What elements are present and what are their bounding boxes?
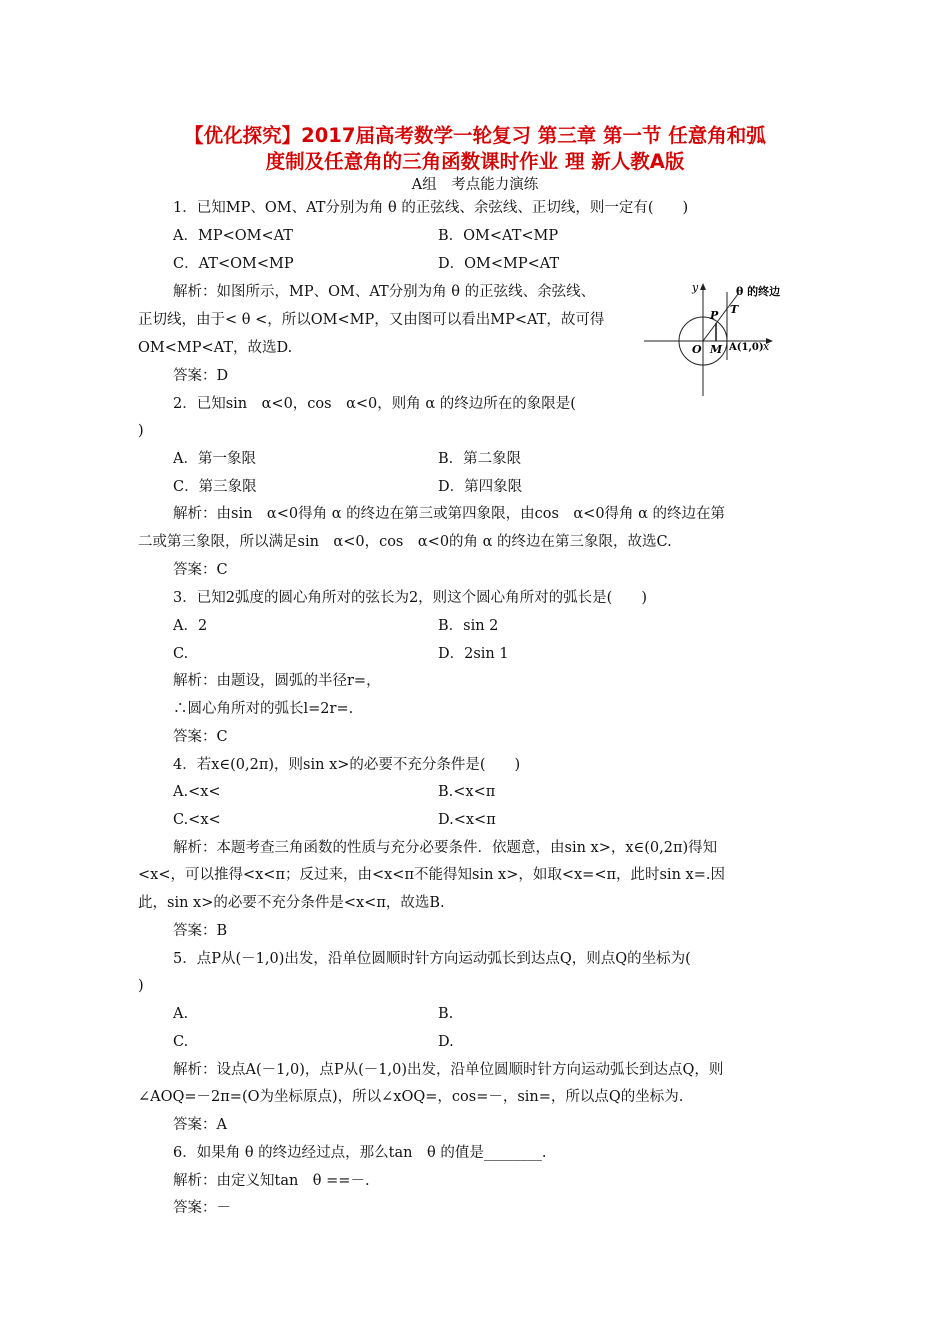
- q1-option-b: B．OM<AT<MP: [438, 228, 559, 244]
- label-x: x: [763, 340, 770, 353]
- q5-option-c: C.: [173, 1034, 189, 1050]
- q3-analysis-line-1: 解析：由题设，圆弧的半径r=，: [173, 673, 381, 689]
- q2-option-a: A．第一象限: [173, 451, 256, 467]
- title-line-2: 度制及任意角的三角函数课时作业 理 新人教A版: [265, 150, 685, 173]
- q3-option-a: A．2: [173, 618, 208, 634]
- q2-analysis-line-2: 二或第三象限，所以满足sin α<0，cos α<0的角 α 的终边在第三象限，故选C.: [138, 534, 672, 550]
- label-y: y: [692, 281, 699, 294]
- q2-answer: 答案：C: [173, 562, 228, 578]
- q2-stem-line-1: 2．已知sin α<0，cos α<0，则角 α 的终边所在的象限是(: [173, 396, 576, 412]
- label-terminal-side: θ 的终边: [736, 285, 780, 298]
- document-title: [120, 123, 830, 175]
- q3-stem: 3．已知2弧度的圆心角所对的弦长为2，则这个圆心角所对的弧长是( ): [173, 590, 647, 606]
- q4-stem: 4．若x∈(0,2π)，则sin x>的必要不充分条件是( ): [173, 757, 521, 773]
- q1-option-d: D．OM<MP<AT: [438, 256, 560, 272]
- q5-analysis-line-2: ∠AOQ=－2π=(O为坐标原点)，所以∠xOQ=，cos=－，sin=，所以点Q的坐标为.: [138, 1089, 684, 1105]
- q2-option-d: D．第四象限: [438, 479, 523, 495]
- group-heading: A组 考点能力演练: [411, 177, 539, 193]
- label-o: O: [692, 343, 702, 356]
- q1-stem: 1．已知MP、OM、AT分别为角 θ 的正弦线、余弦线、正切线，则一定有( ): [173, 200, 689, 216]
- q4-analysis-line-1: 解析：本题考查三角函数的性质与充分必要条件．依题意，由sin x>，x∈(0,2π)得知: [173, 840, 718, 856]
- label-a: A(1,0): [729, 342, 764, 353]
- q4-analysis-line-2: <x<，可以推得<x<π；反过来，由<x<π不能得知sin x>，如取<x=<π，此时sin x=.因: [138, 867, 725, 883]
- q5-analysis-line-1: 解析：设点A(－1,0)，点P从(－1,0)出发，沿单位圆顺时针方向运动弧长到达点Q，则: [173, 1062, 724, 1078]
- q6-analysis: 解析：由定义知tan θ ==－.: [173, 1173, 370, 1189]
- q3-answer: 答案：C: [173, 729, 228, 745]
- q1-option-a: A．MP<OM<AT: [173, 228, 293, 244]
- label-t: T: [730, 303, 739, 316]
- q3-analysis-line-2: ∴圆心角所对的弧长l=2r=.: [173, 701, 354, 717]
- q4-option-b: B.<x<π: [438, 784, 496, 800]
- label-p: P: [710, 309, 719, 322]
- q5-stem-line-2: ): [138, 978, 144, 994]
- q6-stem: 6．如果角 θ 的终边经过点，那么tan θ 的值是________.: [173, 1145, 547, 1161]
- q3-option-c: C.: [173, 646, 189, 662]
- y-axis-arrow: [700, 283, 706, 290]
- q4-answer: 答案：B: [173, 923, 228, 939]
- q4-option-c: C.<x<: [173, 812, 221, 828]
- q2-option-c: C．第三象限: [173, 479, 257, 495]
- q2-analysis-line-1: 解析：由sin α<0得角 α 的终边在第三或第四象限，由cos α<0得角 α 的终边在第: [173, 506, 726, 522]
- q5-answer: 答案：A: [173, 1117, 227, 1133]
- q1-option-c: C．AT<OM<MP: [173, 256, 294, 272]
- q5-stem-line-1: 5．点P从(－1,0)出发，沿单位圆顺时针方向运动弧长到达点Q，则点Q的坐标为(: [173, 951, 691, 967]
- q5-option-d: D.: [438, 1034, 454, 1050]
- q2-stem-line-2: ): [138, 423, 144, 439]
- q5-option-a: A.: [173, 1006, 189, 1022]
- q6-answer: 答案：－: [173, 1200, 231, 1216]
- q5-option-b: B.: [438, 1006, 454, 1022]
- q4-analysis-line-3: 此，sin x>的必要不充分条件是<x<π，故选B.: [138, 895, 445, 911]
- q1-analysis-line-3: OM<MP<AT，故选D.: [138, 340, 293, 356]
- q1-answer: 答案：D: [173, 368, 229, 384]
- label-m: M: [710, 343, 723, 356]
- q4-option-d: D.<x<π: [438, 812, 496, 828]
- unit-circle-figure: [642, 278, 780, 398]
- q1-analysis-line-2: 正切线，由于< θ <，所以OM<MP，又由图可以看出MP<AT，故可得: [138, 312, 605, 328]
- q1-analysis-line-1: 解析：如图所示，MP、OM、AT分别为角 θ 的正弦线、余弦线、: [173, 284, 596, 300]
- q3-option-d: D．2sin 1: [438, 646, 509, 662]
- title-line-1: 【优化探究】2017届高考数学一轮复习 第三章 第一节 任意角和弧: [184, 124, 766, 147]
- q3-option-b: B．sin 2: [438, 618, 499, 634]
- q2-option-b: B．第二象限: [438, 451, 522, 467]
- q4-option-a: A.<x<: [173, 784, 221, 800]
